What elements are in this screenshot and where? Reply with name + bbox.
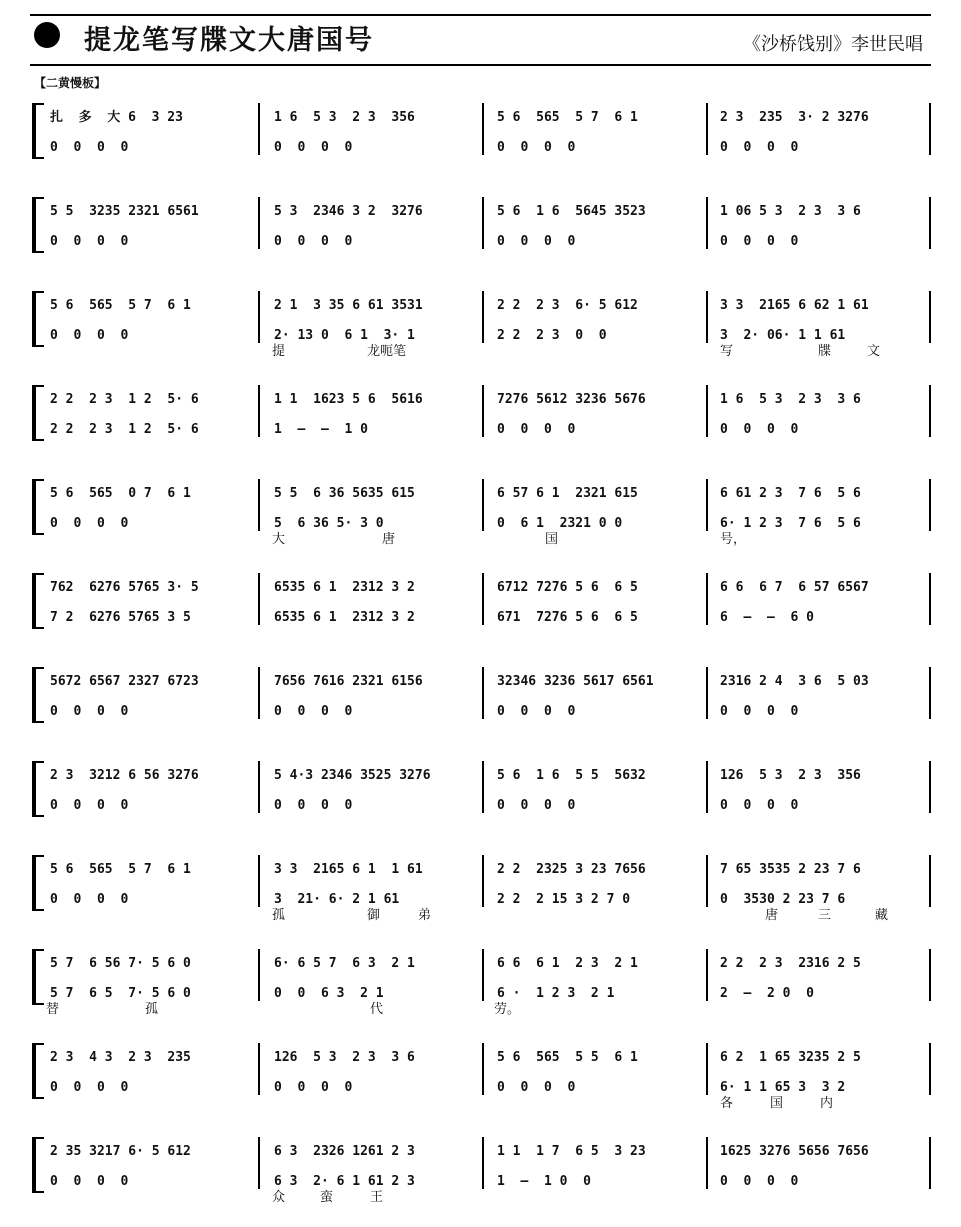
measure: 32346 3236 5617 6561 [497, 674, 654, 689]
measure: 3 3 2165 6 62 1 61 [720, 298, 869, 313]
measure: 6 6 6 7 6 57 6567 [720, 580, 869, 595]
lyric: 蛮 [320, 1190, 334, 1205]
measure: 0 0 0 0 [274, 704, 353, 719]
lyric: 唐 [382, 532, 396, 547]
measure: 7276 5612 3236 5676 [497, 392, 646, 407]
melody-staff [0, 955, 961, 973]
measure: 0 0 0 0 [274, 234, 353, 249]
melody-staff [0, 203, 961, 221]
measure: 2 2 2 3 1 2 5· 6 [50, 392, 199, 407]
measure: 762 6276 5765 3· 5 [50, 580, 199, 595]
measure: 5 6 1 6 5645 3523 [497, 204, 646, 219]
header-rule-top [30, 14, 931, 16]
lyric: 御 [367, 908, 381, 923]
measure: 0 0 0 0 [720, 704, 799, 719]
measure: 5 4·3 2346 3525 3276 [274, 768, 431, 783]
score-system [0, 385, 961, 475]
measure: 0 0 0 0 [50, 1080, 129, 1095]
bullet-icon [34, 22, 60, 48]
measure: 0 0 0 0 [274, 798, 353, 813]
melody-staff [0, 485, 961, 503]
measure: 5 5 6 36 5635 615 [274, 486, 415, 501]
measure: 7 2 6276 5765 3 5 [50, 610, 191, 625]
measure: 0 0 0 0 [50, 234, 129, 249]
accompaniment-staff [0, 609, 961, 627]
measure: 1 1 1623 5 6 5616 [274, 392, 423, 407]
measure: 5 7 6 56 7· 5 6 0 [50, 956, 191, 971]
measure: 7656 7616 2321 6156 [274, 674, 423, 689]
measure: 0 0 0 0 [720, 234, 799, 249]
accompaniment-staff [0, 233, 961, 251]
melody-staff [0, 767, 961, 785]
measure: 1 6 5 3 2 3 356 [274, 110, 415, 125]
measure: 5 6 565 5 7 6 1 [50, 862, 191, 877]
lyric: 内 [820, 1096, 834, 1111]
score-system [0, 1043, 961, 1133]
measure: 2 35 3217 6· 5 612 [50, 1144, 191, 1159]
measure: 2 2 2 3 0 0 [497, 328, 607, 343]
measure: 0 0 6 3 2 1 [274, 986, 384, 1001]
lyric: 三 [818, 908, 832, 923]
page-title: 提龙笔写牒文大唐国号 [84, 25, 374, 56]
measure: 5 5 3235 2321 6561 [50, 204, 199, 219]
measure: 2 — 2 0 0 [720, 986, 814, 1001]
score-system [0, 949, 961, 1039]
lyric: 号， [720, 532, 747, 547]
measure: 2 1 3 35 6 61 3531 [274, 298, 423, 313]
score-system [0, 1137, 961, 1227]
tempo-marking: 【二黄慢板】 [34, 76, 107, 90]
measure: 0 0 0 0 [497, 140, 576, 155]
measure: 0 0 0 0 [720, 1174, 799, 1189]
measure: 2 2 2 3 6· 5 612 [497, 298, 638, 313]
measure: 0 6 1 2321 0 0 [497, 516, 623, 531]
measure: 0 0 0 0 [497, 234, 576, 249]
measure: 5 3 2346 3 2 3276 [274, 204, 423, 219]
measure: 0 0 0 0 [50, 140, 129, 155]
measure: 5 6 565 5 7 6 1 [497, 110, 638, 125]
measure: 5 6 565 5 7 6 1 [50, 298, 191, 313]
measure: 126 5 3 2 3 356 [720, 768, 861, 783]
lyric: 劳。 [494, 1002, 521, 1017]
score-system [0, 761, 961, 851]
score-system [0, 573, 961, 663]
measure: 5 6 1 6 5 5 5632 [497, 768, 646, 783]
measure: 6 3 2· 6 1 61 2 3 [274, 1174, 415, 1189]
measure: 2· 13 0 6 1 3· 1 [274, 328, 415, 343]
lyric: 大 [272, 532, 286, 547]
measure: 0 0 0 0 [50, 892, 129, 907]
measure: 6 · 1 2 3 2 1 [497, 986, 615, 1001]
lyric: 孤 [272, 908, 286, 923]
lyric: 替 [46, 1002, 60, 1017]
lyrics-line [0, 1001, 961, 1021]
accompaniment-staff [0, 139, 961, 157]
measure: 126 5 3 2 3 3 6 [274, 1050, 415, 1065]
measure: 3 3 2165 6 1 1 61 [274, 862, 423, 877]
lyric: 代 [370, 1002, 384, 1017]
measure: 671 7276 5 6 6 5 [497, 610, 638, 625]
measure: 5672 6567 2327 6723 [50, 674, 199, 689]
melody-staff [0, 109, 961, 127]
measure: 6 3 2326 1261 2 3 [274, 1144, 415, 1159]
measure: 3 21· 6· 2 1 61 [274, 892, 400, 907]
measure: 6535 6 1 2312 3 2 [274, 580, 415, 595]
melody-staff [0, 297, 961, 315]
melody-staff [0, 1143, 961, 1161]
measure: 0 0 0 0 [50, 328, 129, 343]
lyric: 弟 [418, 908, 432, 923]
lyric: 国 [770, 1096, 784, 1111]
measure: 0 0 0 0 [50, 798, 129, 813]
lyric: 写 [720, 344, 734, 359]
score-system [0, 855, 961, 945]
lyric: 孤 [145, 1002, 159, 1017]
measure: 0 3530 2 23 7 6 [720, 892, 846, 907]
measure: 扎 多 大 6 3 23 [50, 110, 183, 125]
lyric: 众 [272, 1190, 286, 1205]
measure: 0 0 0 0 [497, 422, 576, 437]
measure: 6· 6 5 7 6 3 2 1 [274, 956, 415, 971]
measure: 0 0 0 0 [497, 798, 576, 813]
melody-staff [0, 1049, 961, 1067]
lyrics-line [0, 1189, 961, 1209]
lyrics-line [0, 907, 961, 927]
measure: 0 0 0 0 [720, 422, 799, 437]
measure: 0 0 0 0 [50, 1174, 129, 1189]
measure: 1 — — 1 0 [274, 422, 368, 437]
score-system [0, 667, 961, 757]
score-system [0, 197, 961, 287]
measure: 1 06 5 3 2 3 3 6 [720, 204, 861, 219]
lyrics-line [0, 343, 961, 363]
lyric: 文 [867, 344, 881, 359]
score-system [0, 103, 961, 193]
measure: 0 0 0 0 [50, 704, 129, 719]
measure: 7 65 3535 2 23 7 6 [720, 862, 861, 877]
measure: 6535 6 1 2312 3 2 [274, 610, 415, 625]
measure: 0 0 0 0 [497, 1080, 576, 1095]
accompaniment-staff [0, 703, 961, 721]
measure: 2 2 2 15 3 2 7 0 [497, 892, 631, 907]
melody-staff [0, 391, 961, 409]
measure: 6 57 6 1 2321 615 [497, 486, 638, 501]
measure: 0 0 0 0 [274, 140, 353, 155]
melody-staff [0, 861, 961, 879]
measure: 2 3 235 3· 2 3276 [720, 110, 869, 125]
score-system [0, 479, 961, 569]
lyric: 提 [272, 344, 286, 359]
accompaniment-staff [0, 797, 961, 815]
measure: 0 0 0 0 [497, 704, 576, 719]
measure: 2 3 4 3 2 3 235 [50, 1050, 191, 1065]
lyric: 王 [370, 1190, 384, 1205]
measure: 1 1 1 7 6 5 3 23 [497, 1144, 646, 1159]
measure: 2 2 2325 3 23 7656 [497, 862, 646, 877]
measure: 0 0 0 0 [720, 140, 799, 155]
melody-staff [0, 579, 961, 597]
measure: 1625 3276 5656 7656 [720, 1144, 869, 1159]
source-attribution: 《沙桥饯别》李世民唱 [743, 34, 923, 55]
measure: 6 2 1 65 3235 2 5 [720, 1050, 861, 1065]
lyric: 牒 [818, 344, 832, 359]
measure: 2 2 2 3 1 2 5· 6 [50, 422, 199, 437]
measure: 6712 7276 5 6 6 5 [497, 580, 638, 595]
lyric: 各 [720, 1096, 734, 1111]
measure: 6 — — 6 0 [720, 610, 814, 625]
measure: 6 61 2 3 7 6 5 6 [720, 486, 861, 501]
lyric: 国 [545, 532, 559, 547]
measure: 6· 1 2 3 7 6 5 6 [720, 516, 861, 531]
melody-staff [0, 673, 961, 691]
score-system [0, 291, 961, 381]
measure: 2 3 3212 6 56 3276 [50, 768, 199, 783]
measure: 0 0 0 0 [50, 516, 129, 531]
measure: 0 0 0 0 [274, 1080, 353, 1095]
lyric: 龙呃笔 [367, 344, 407, 359]
measure: 2 2 2 3 2316 2 5 [720, 956, 861, 971]
measure: 6 6 6 1 2 3 2 1 [497, 956, 638, 971]
accompaniment-staff [0, 421, 961, 439]
measure: 1 6 5 3 2 3 3 6 [720, 392, 861, 407]
measure: 5 6 36 5· 3 0 [274, 516, 384, 531]
header-rule [30, 64, 931, 66]
measure: 5 7 6 5 7· 5 6 0 [50, 986, 191, 1001]
measure: 5 6 565 5 5 6 1 [497, 1050, 638, 1065]
lyric: 唐 [765, 908, 779, 923]
measure: 6· 1 1 65 3 3 2 [720, 1080, 846, 1095]
lyrics-line [0, 531, 961, 551]
lyrics-line [0, 1095, 961, 1115]
measure: 2316 2 4 3 6 5 03 [720, 674, 869, 689]
lyric: 藏 [875, 908, 889, 923]
measure: 1 — 1 0 0 [497, 1174, 591, 1189]
measure: 5 6 565 0 7 6 1 [50, 486, 191, 501]
measure: 3 2· 06· 1 1 61 [720, 328, 846, 343]
measure: 0 0 0 0 [720, 798, 799, 813]
